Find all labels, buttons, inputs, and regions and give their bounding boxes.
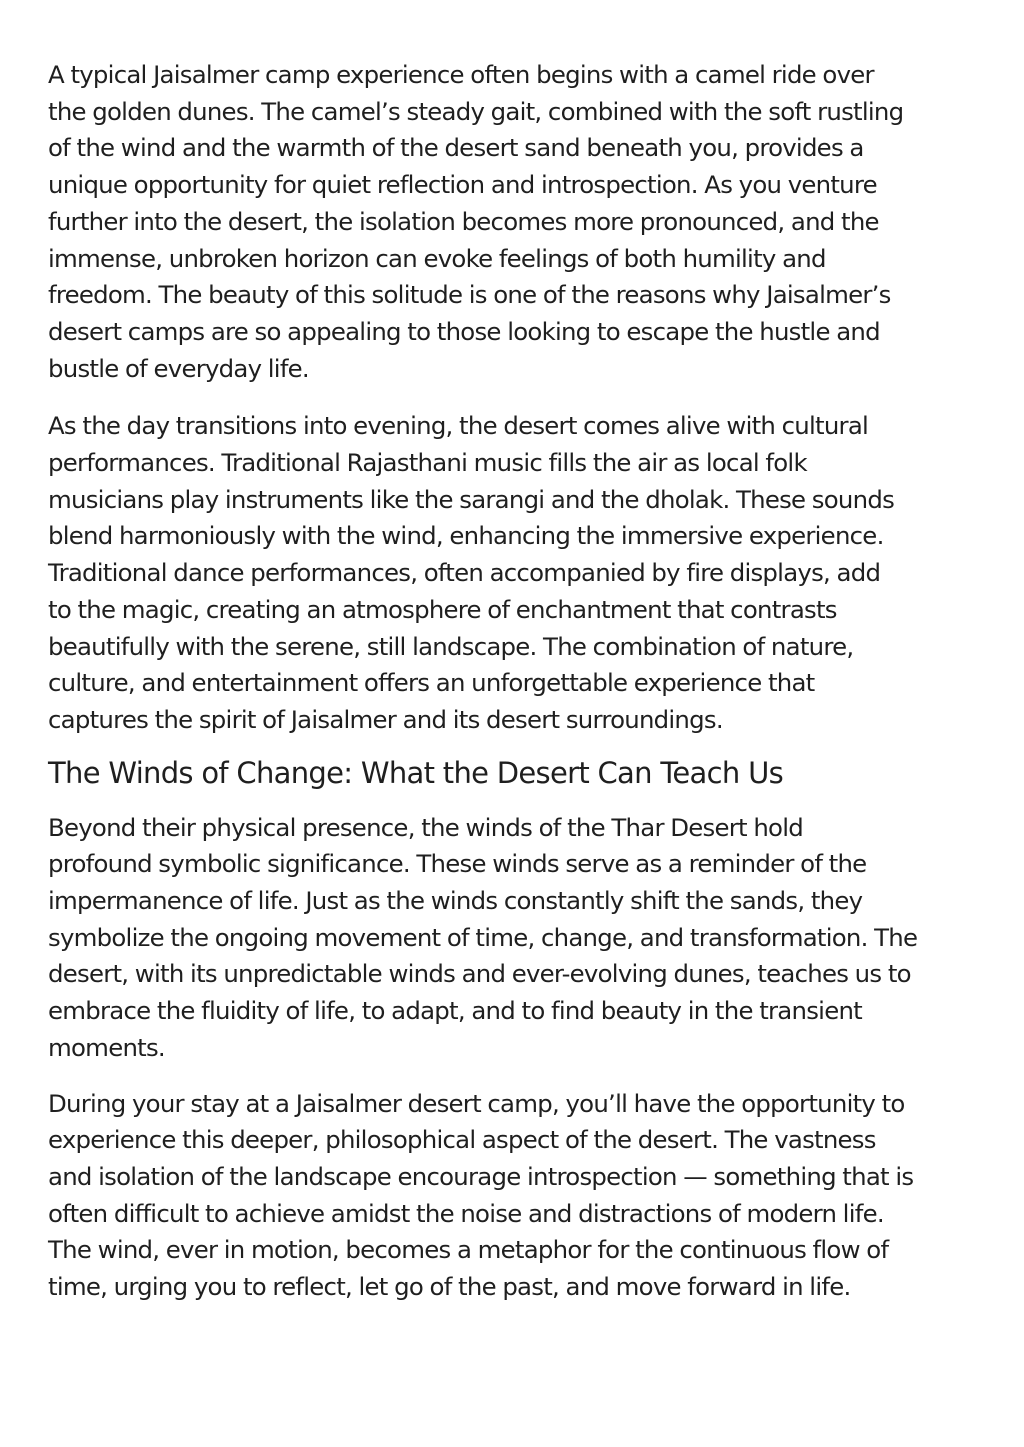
text-line: As the day transitions into evening, the desert comes alive with cultural [48,411,869,441]
text-line: time, urging you to reflect, let go of the past, and move forward in life. [48,1272,851,1302]
text-line: further into the desert, the isolation becomes more pronounced, and the [48,206,879,236]
text-line: often difficult to achieve amidst the noise and distractions of modern life. [48,1198,884,1228]
text-line: profound symbolic significance. These winds serve as a reminder of the [48,849,867,879]
paragraph-evening-performances [48,408,988,738]
text-line: desert, with its unpredictable winds and ever-evolving dunes, teaches us to [48,959,911,989]
text-line: The wind, ever in motion, becomes a metaphor for the continuous flow of [48,1235,889,1265]
text-line: performances. Traditional Rajasthani music fills the air as local folk [48,448,807,478]
text-line: of the wind and the warmth of the desert sand beneath you, provides a [48,133,864,163]
text-line: Beyond their physical presence, the winds of the Thar Desert hold [48,812,803,842]
document-page [48,57,988,1306]
text-line: beautifully with the serene, still landscape. The combination of nature, [48,631,854,661]
text-line: desert camps are so appealing to those looking to escape the hustle and [48,316,880,346]
text-line: musicians play instruments like the sarangi and the dholak. These sounds [48,484,895,514]
text-line: immense, unbroken horizon can evoke feelings of both humility and [48,243,826,273]
paragraph-symbolic-winds [48,810,988,1067]
section-heading: The Winds of Change: What the Desert Can Teach Us [48,755,784,790]
text-line: culture, and entertainment offers an unforgettable experience that [48,668,815,698]
text-line: bustle of everyday life. [48,353,309,383]
text-line: Traditional dance performances, often accompanied by fire displays, add [48,558,881,588]
text-line: experience this deeper, philosophical aspect of the desert. The vastness [48,1125,876,1155]
text-line: unique opportunity for quiet reflection and introspection. As you venture [48,170,877,200]
text-line: impermanence of life. Just as the winds constantly shift the sands, they [48,886,863,916]
text-line: symbolize the ongoing movement of time, change, and transformation. The [48,922,918,952]
text-line: A typical Jaisalmer camp experience often begins with a camel ride over [48,60,874,89]
text-line: moments. [48,1032,165,1062]
text-line: captures the spirit of Jaisalmer and its desert surroundings. [48,704,723,734]
text-line: During your stay at a Jaisalmer desert camp, you’ll have the opportunity to [48,1088,905,1118]
text-line: and isolation of the landscape encourage introspection — something that is [48,1161,914,1191]
paragraph-camel-ride [48,57,988,387]
text-line: the golden dunes. The camel’s steady gait, combined with the soft rustling [48,96,904,126]
paragraph-philosophical-aspect [48,1086,988,1306]
text-line: embrace the fluidity of life, to adapt, and to find beauty in the transient [48,996,862,1026]
text-line: to the magic, creating an atmosphere of enchantment that contrasts [48,594,837,624]
text-line: freedom. The beauty of this solitude is one of the reasons why Jaisalmer’s [48,280,891,310]
text-line: blend harmoniously with the wind, enhancing the immersive experience. [48,521,884,551]
